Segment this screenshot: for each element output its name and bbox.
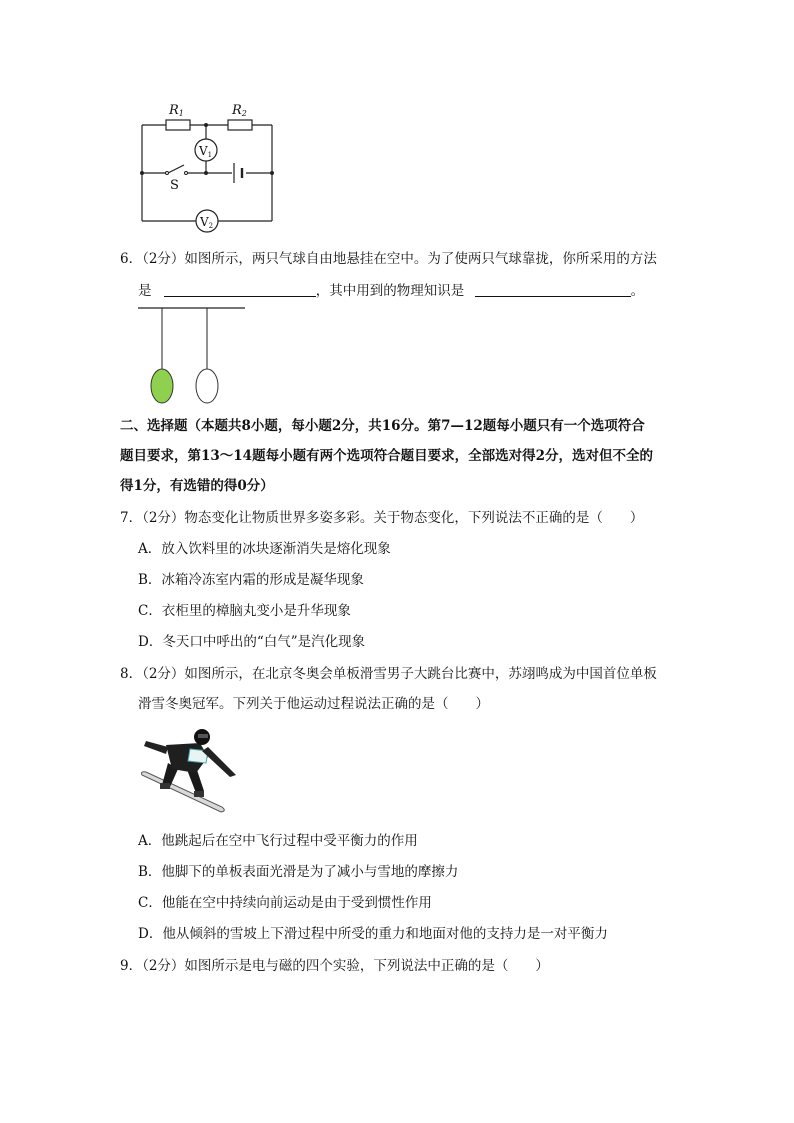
r2-subscript: 2 xyxy=(241,109,247,118)
q6-answer-blank-1[interactable] xyxy=(164,282,316,297)
svg-text:R1 xyxy=(168,103,184,118)
balloons-diagram xyxy=(135,302,255,407)
q6-answer-blank-2[interactable] xyxy=(475,282,631,297)
r1-label: R xyxy=(169,103,179,118)
q7-option-a[interactable]: A．放入饮料里的冰块逐渐消失是熔化现象 xyxy=(138,541,391,557)
q8-option-b[interactable]: B．他脚下的单板表面光滑是为了减小与雪地的摩擦力 xyxy=(138,864,459,880)
q7-stem: 7．（2分）物态变化让物质世界多姿多彩。关于物态变化，下列说法不正确的是（ ） xyxy=(120,510,644,526)
resistor-r1 xyxy=(166,120,190,130)
q9-stem: 9．（2分）如图所示是电与磁的四个实验，下列说法中正确的是（ ） xyxy=(120,958,549,974)
green-balloon xyxy=(151,369,173,403)
q7-option-d[interactable]: D．冬天口中呼出的“白气”是汽化现象 xyxy=(138,634,366,650)
r1-subscript: 1 xyxy=(178,109,184,118)
q8-stem-line1: 8．（2分）如图所示，在北京冬奥会单板滑雪男子大跳台比赛中，苏翊鸣成为中国首位单板 xyxy=(120,666,657,682)
snowboarder-image xyxy=(138,727,243,817)
v1-label: V xyxy=(199,144,208,158)
v1-subscript: 1 xyxy=(207,151,213,159)
section2-line1: 二、选择题（本题共8小题，每小题2分，共16分。第7—12题每小题只有一个选项符合 xyxy=(120,418,645,434)
q6-text-a: 是 xyxy=(138,283,152,299)
v2-label: V xyxy=(200,215,209,229)
q7-option-c[interactable]: C．衣柜里的樟脑丸变小是升华现象 xyxy=(138,603,351,619)
resistor-r2 xyxy=(228,120,252,130)
svg-text:R2 xyxy=(231,103,247,118)
section2-line3: 得1分，有选错的得0分） xyxy=(120,478,274,494)
white-balloon xyxy=(196,369,218,403)
r2-label: R xyxy=(232,103,242,118)
q8-option-d[interactable]: D．他从倾斜的雪坡上下滑过程中所受的重力和地面对他的支持力是一对平衡力 xyxy=(138,926,608,942)
q7-option-b[interactable]: B．冰箱冷冻室内霜的形成是凝华现象 xyxy=(138,572,364,588)
q6-line1: 6．（2分）如图所示，两只气球自由地悬挂在空中。为了使两只气球靠拢，你所采用的方法 xyxy=(120,251,657,267)
q6-line2 xyxy=(138,282,644,300)
circuit-diagram xyxy=(130,95,280,240)
v2-subscript: 2 xyxy=(208,222,214,230)
q8-option-a[interactable]: A．他跳起后在空中飞行过程中受平衡力的作用 xyxy=(138,833,418,849)
q6-text-b: ，其中用到的物理知识是 xyxy=(315,283,465,299)
q8-option-c[interactable]: C．他能在空中持续向前运动是由于受到惯性作用 xyxy=(138,895,432,911)
q6-text-c: 。 xyxy=(630,283,645,299)
q8-stem-line2: 滑雪冬奥冠军。下列关于他运动过程说法正确的是（ ） xyxy=(138,696,489,712)
switch-label: S xyxy=(170,178,179,193)
section2-line2: 题目要求，第13～14题每小题有两个选项符合题目要求，全部选对得2分，选对但不全的 xyxy=(120,448,653,464)
